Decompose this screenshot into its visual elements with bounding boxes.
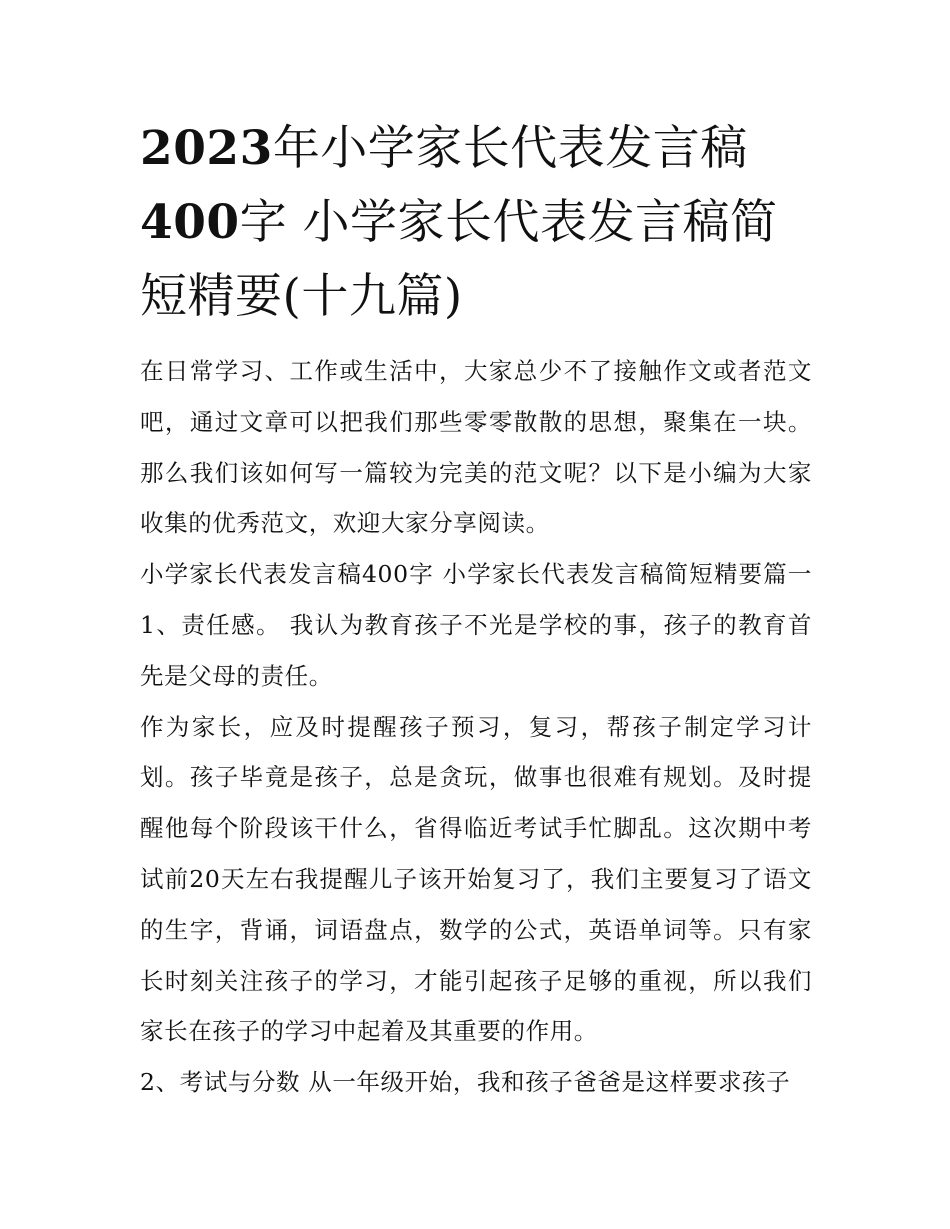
- paragraph-section-1: 小学家长代表发言稿400字 小学家长代表发言稿简短精要篇一1、责任感。 我认为教育孩子不光是学校的事，孩子的教育首先是父母的责任。: [140, 560, 812, 690]
- title-word-count: 400: [140, 195, 240, 250]
- title-line-2: 字 小学家长代表发言稿简: [239, 195, 778, 250]
- document-title: [140, 112, 812, 334]
- title-line-3: 短精要(十九篇): [140, 269, 463, 324]
- title-year: 2023: [140, 121, 273, 176]
- document-body: [140, 112, 812, 1108]
- paragraph-intro: 在日常学习、工作或生活中，大家总少不了接触作文或者范文吧，通过文章可以把我们那些零零散散的思想，聚集在一块。那么我们该如何写一篇较为完美的范文呢？以下是小编为大家收集的优秀范文，欢迎大家分享阅读。: [140, 357, 812, 538]
- paragraph-section-2: 2、考试与分数 从一年级开始，我和孩子爸爸是这样要求孩子: [140, 1068, 791, 1097]
- title-line-1: 年小学家长代表发言稿: [272, 121, 748, 176]
- paragraph-study-plan: 作为家长，应及时提醒孩子预习，复习，帮孩子制定学习计划。孩子毕竟是孩子，总是贪玩，做事也很难有规划。及时提醒他每个阶段该干什么，省得临近考试手忙脚乱。这次期中考试前20天左右我提醒儿子该开始复习了，我们主要复习了语文的生字，背诵，词语盘点，数学的公式，英语单词等。只有家长时刻关注孩子的学习，才能引起孩子足够的重视，所以我们家长在孩子的学习中起着及其重要的作用。: [140, 712, 812, 1046]
